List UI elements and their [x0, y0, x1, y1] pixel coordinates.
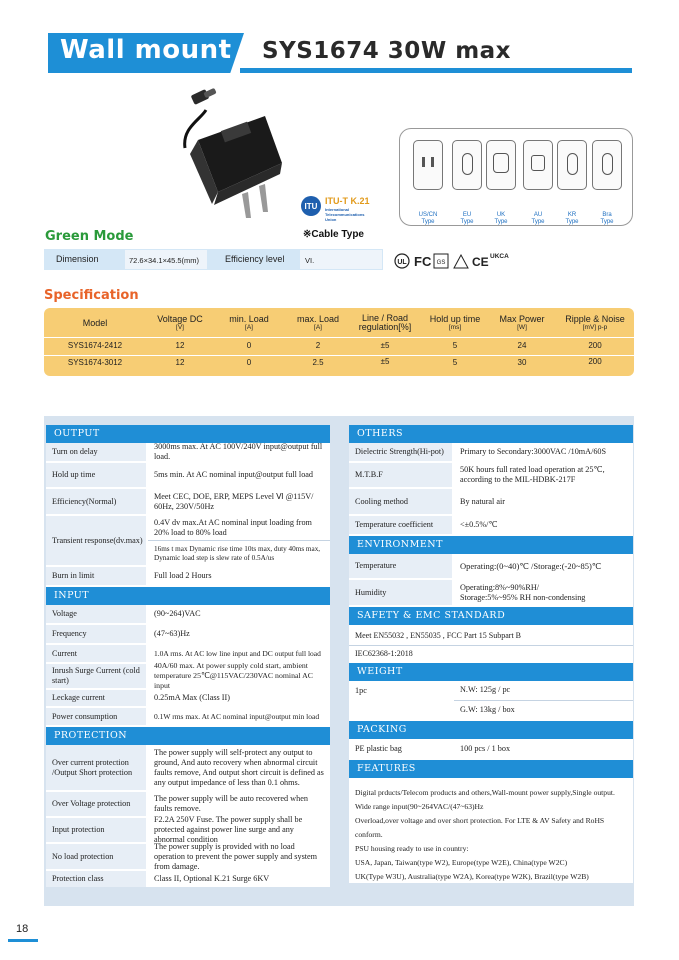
page-title: Wall mount: [60, 35, 232, 65]
ukca-icon: UKCA: [490, 253, 509, 260]
list-item: PSU housing ready to use in country:: [355, 844, 469, 853]
plug-type-uk: UK Type: [494, 212, 508, 225]
svg-text:ITU: ITU: [304, 202, 318, 211]
environment-header: ENVIRONMENT: [349, 536, 633, 554]
row-transient: Transient response(dv.max) 0.4V dv max.At AC nominal input loading from 20% load to 80% load 16ms t max Dynamic rise time 10ts max, duty 40ms max, Dynamic load step is slew rate of 0.5A/us: [46, 516, 330, 565]
model-title: SYS1674 30W max: [262, 38, 512, 64]
plug-eu-icon: [452, 140, 482, 190]
spec-header-voltage: Voltage DC [V]: [157, 314, 203, 331]
features-header: FEATURES: [349, 760, 633, 778]
itu-logo-icon: [300, 195, 322, 217]
plug-us-icon: [413, 140, 443, 190]
spec-header-ripple: Ripple & Noise [mV] p-p: [565, 314, 625, 331]
safety-line-2: IEC62368-1:2018: [355, 649, 413, 658]
row-dielectric: Dielectric Strength(Hi-pot) Primary to Secondary:3000VAC /10mA/60S: [349, 443, 633, 461]
dimension-label: Dimension: [56, 254, 99, 264]
list-item: UK(Type W3U), Australia(type W2A), Korea(type W2K), Brazil(type W2B): [355, 872, 589, 881]
dimension-value: 72.6×34.1×45.5(mm): [129, 256, 200, 265]
plug-au-icon: [523, 140, 553, 190]
row-no-load: No load protection The power supply is provided with no load operation to prevent the power supply and system from damage.: [46, 844, 330, 869]
row-input-protection: Input protection F2.2A 250V Fuse. The power supply shall be protected against power line surge and any abnormal condition: [46, 818, 330, 842]
row-over-current: Over current protection /Output Short protection The power supply will self-protect any output to ground, And auto recovery when abnormal circuit faults remove, And output short circuit is defined as any output impedance of less than 0.1 ohms.: [46, 745, 330, 790]
efficiency-label: Efficiency level: [225, 254, 285, 264]
row-mtbf: M.T.B.F 50K hours full rated load operation at 25℃, according to the MIL-HDBK-217F: [349, 463, 633, 487]
row-packing: PE plastic bag 100 pcs / 1 box: [349, 740, 633, 757]
green-mode-title: Green Mode: [45, 229, 134, 244]
safety-header: SAFETY & EMC STANDARD: [349, 607, 633, 625]
page-number-underline: [8, 939, 38, 942]
adapter-image: [130, 88, 300, 223]
fcc-icon: FC: [414, 254, 432, 269]
warning-icon: [454, 255, 468, 268]
row-hold-up-time: Hold up time 5ms min. At AC nominal input@output full load: [46, 463, 330, 487]
row-cooling: Cooling method By natural air: [349, 489, 633, 514]
ce-icon: CE: [472, 255, 489, 269]
svg-text:UL: UL: [397, 259, 407, 266]
row-power-consumption: Power consumption 0.1W rms max. At AC nominal input@output min load: [46, 708, 330, 725]
weight-header: WEIGHT: [349, 663, 633, 681]
plug-uk-icon: [486, 140, 516, 190]
row-protection-class: Protection class Class II, Optional K.21 Surge 6KV: [46, 871, 330, 887]
itu-title: ITU-T K.21: [325, 196, 370, 206]
row-humidity: Humidity Operating:8%~90%RH/ Storage:5%~95% RH non-condensing: [349, 580, 633, 605]
itu-subtitle: International Telecommunications Union: [325, 207, 365, 222]
row-current: Current 1.0A rms. At AC low line input and DC output full load: [46, 645, 330, 662]
features-list: [355, 786, 631, 884]
row-frequency: Frequency (47~63)Hz: [46, 625, 330, 643]
row-turn-on-delay: Turn on delay 3000ms max. At AC 100V/240V input@output full load.: [46, 443, 330, 461]
list-item: Overload,over voltage and over short protection. For LTE & AV Safety and RoHS conform.: [355, 816, 605, 839]
row-voltage: Voltage (90~264)VAC: [46, 605, 330, 623]
row-weight: 1pc N.W: 125g / pc G.W: 13kg / box: [349, 681, 633, 718]
specification-title: Specification: [44, 288, 139, 303]
list-item: Digital prducts/Telecom products and others,Wall-mount power supply,Single output.: [355, 788, 615, 797]
input-header: INPUT: [46, 587, 330, 605]
page-number: 18: [16, 923, 29, 935]
plug-type-us: US/CN Type: [418, 212, 438, 225]
plug-bra-icon: [592, 140, 622, 190]
spec-header-hold-up: Hold up time [ms]: [429, 314, 481, 331]
row-inrush: Inrush Surge Current (cold start) 40A/60 max. At power supply cold start, ambient temperature 25℃@115VAC/230VAC nominal AC input: [46, 664, 330, 688]
row-temperature: Temperature Operating:(0~40)℃ /Storage:(-20~85)℃: [349, 554, 633, 578]
cable-type-note: ※Cable Type: [303, 229, 364, 240]
plug-type-bra: Bra Type: [600, 212, 614, 225]
list-item: Wide range input(90~264VAC/(47~63)Hz: [355, 802, 484, 811]
list-item: USA, Japan, Taiwan(type W2), Europe(type W2E), China(type W2C): [355, 858, 568, 867]
protection-header: PROTECTION: [46, 727, 330, 745]
efficiency-value: VI.: [305, 256, 315, 265]
packing-header: PACKING: [349, 721, 633, 739]
svg-text:GS: GS: [436, 260, 446, 266]
row-leakage: Leckage current 0.25mA Max (Class II): [46, 690, 330, 706]
safety-line-1: Meet EN55032 , EN55035 , FCC Part 15 Subpart B: [355, 631, 521, 640]
plug-type-au: AU Type: [531, 212, 545, 225]
spec-header-max-load: max. Load [A]: [296, 314, 340, 331]
row-temp-coefficient: Temperature coefficient <±0.5%/℃: [349, 516, 633, 534]
row-efficiency: Efficiency(Normal) Meet CEC, DOE, ERP, MEPS Level Ⅵ @115V/ 60Hz, 230V/50Hz: [46, 489, 330, 514]
output-header: OUTPUT: [46, 425, 330, 443]
plug-type-kr: KR Type: [565, 212, 579, 225]
spec-header-model: Model: [82, 318, 108, 328]
spec-header-max-power: Max Power [W]: [499, 314, 545, 331]
others-header: OTHERS: [349, 425, 633, 443]
spec-header-min-load: min. Load [A]: [229, 314, 269, 331]
title-underline: [240, 68, 632, 73]
row-over-voltage: Over Voltage protection The power supply will be auto recovered when faults remove.: [46, 792, 330, 816]
plug-type-eu: EU Type: [460, 212, 474, 225]
plug-kr-icon: [557, 140, 587, 190]
row-burn-in: Burn in limit Full load 2 Hours: [46, 567, 330, 585]
spec-header-regulation: Line / Road regulation[%]: [358, 313, 412, 332]
